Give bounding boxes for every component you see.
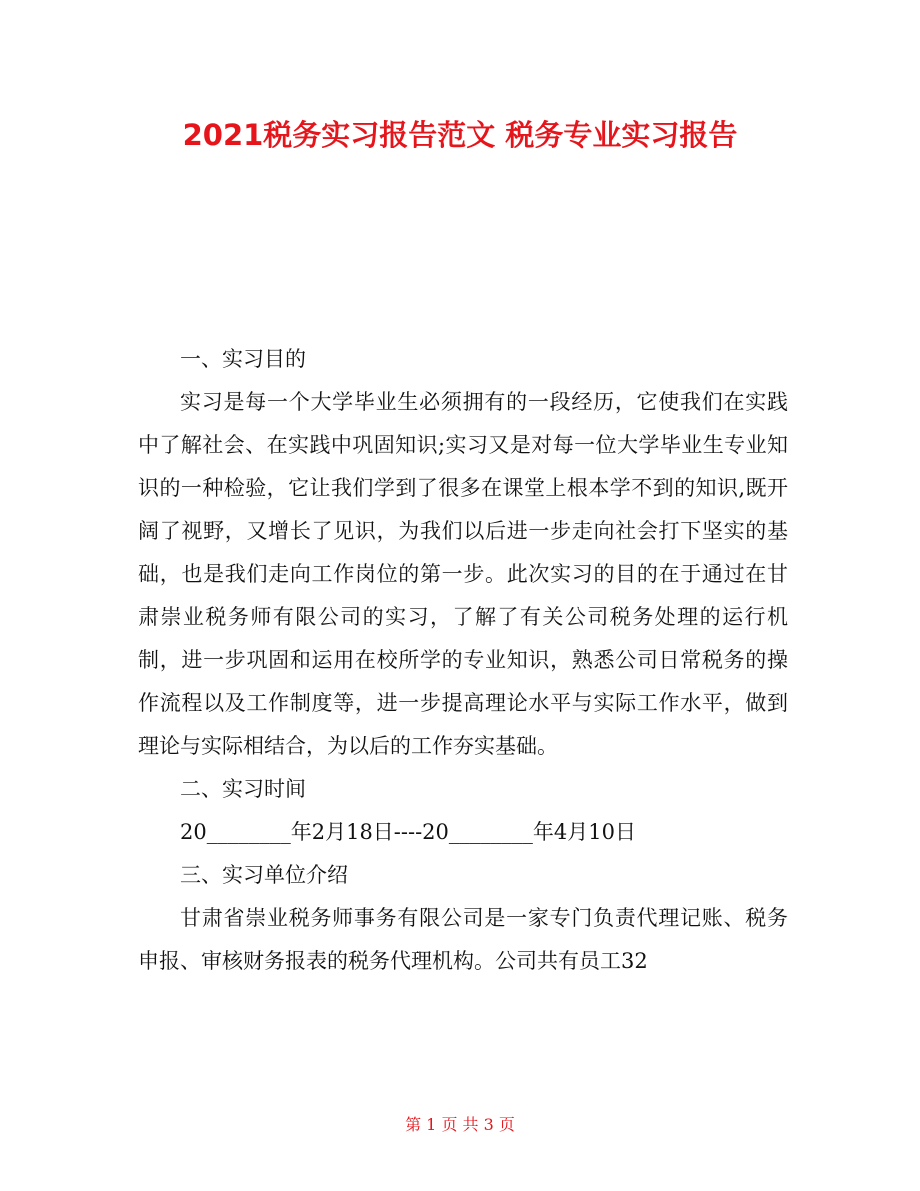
document-title: 2021税务实习报告范文 税务专业实习报告 xyxy=(182,118,738,152)
document-body xyxy=(138,338,788,983)
section-heading-time: 二、实习时间 xyxy=(180,777,306,801)
section-heading-purpose: 一、实习目的 xyxy=(180,347,306,371)
page-number-footer: 第 1 页 共 3 页 xyxy=(405,1115,515,1134)
paragraph-unit: 甘肃省崇业税务师事务有限公司是一家专门负责代理记账、税务申报、审核财务报表的税务代理机构。公司共有员工32 xyxy=(138,906,788,973)
internship-dates: 20________年2月18日----20________年4月10日 xyxy=(180,820,636,844)
paragraph-purpose: 实习是每一个大学毕业生必须拥有的一段经历，它使我们在实践中了解社会、在实践中巩固知识;实习又是对每一位大学毕业生专业知识的一种检验，它让我们学到了很多在课堂上根本学不到的知识,既开阔了视野，又增长了见识，为我们以后进一步走向社会打下坚实的基础，也是我们走向工作岗位的第一步。此次实习的目的在于通过在甘肃崇业税务师有限公司的实习，了解了有关公司税务处理的运行机制，进一步巩固和运用在校所学的专业知识，熟悉公司日常税务的操作流程以及工作制度等，进一步提高理论水平与实际工作水平，做到理论与实际相结合，为以后的工作夯实基础。 xyxy=(138,390,788,758)
section-heading-unit: 三、实习单位介绍 xyxy=(180,863,348,887)
